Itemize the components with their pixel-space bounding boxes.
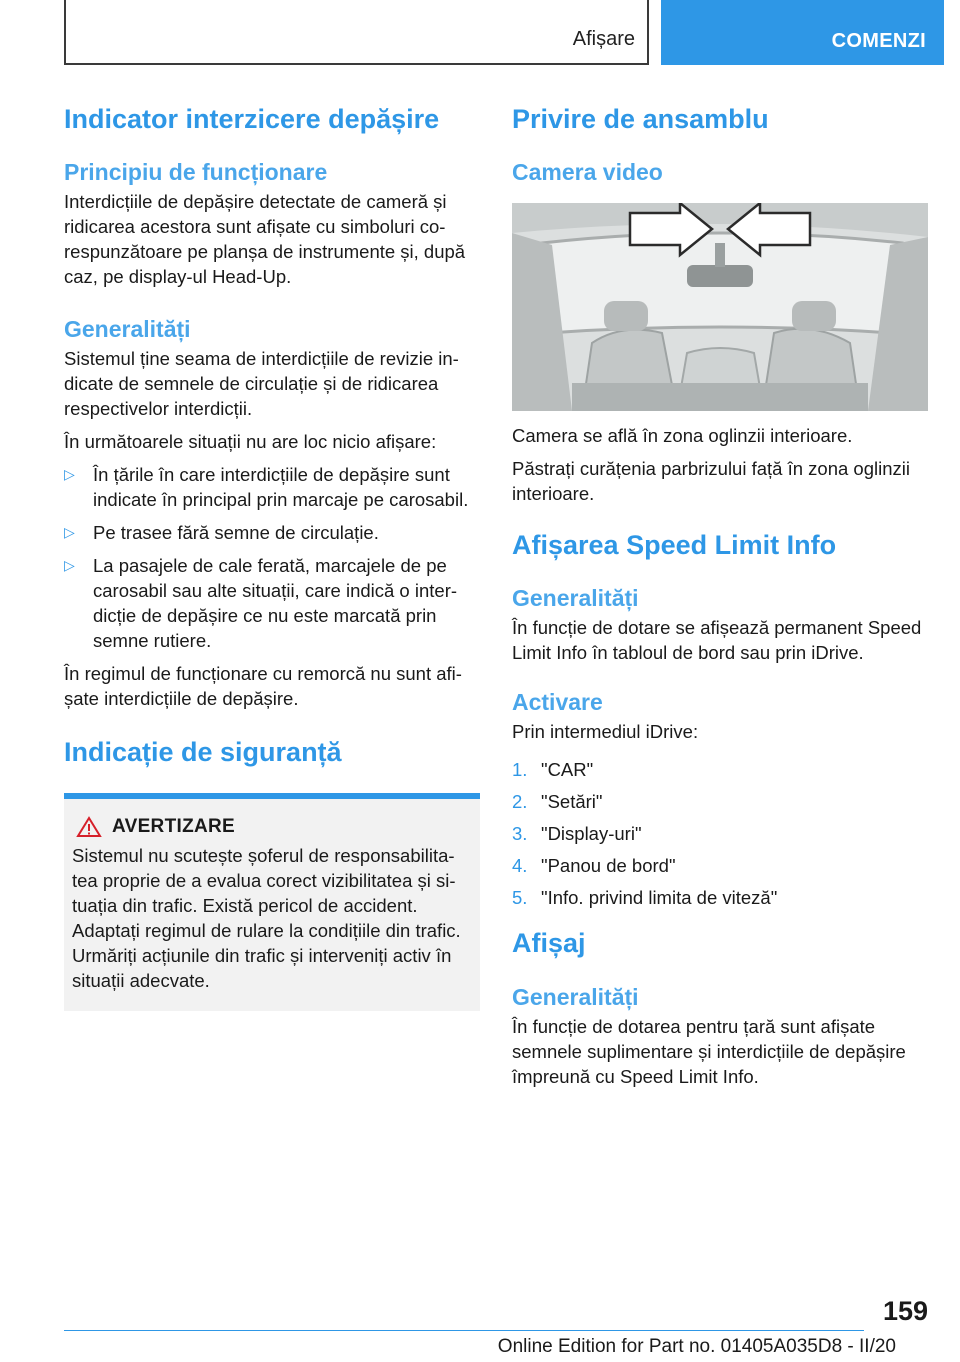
heading-general: Generalități [64,316,191,342]
heading-display-general: Generalități [512,984,639,1010]
paragraph-situations: În următoarele situații nu are loc nicio afișare: [64,431,437,452]
triangle-bullet-icon: ▷ [64,524,75,540]
list-item: ▷ În țările în care interdicțiile de depășire sunt indicate în principal prin marcaje pe carosabil. [64,464,469,510]
section-title-overtaking: Indicator interzicere depășire [64,104,440,134]
list-item: 2. "Setări" [512,791,603,812]
heading-activation: Activare [512,689,603,715]
list-item: 4. "Panou de bord" [512,855,676,876]
situations-list [64,462,480,653]
warning-box [64,793,480,1011]
header-section-label: Afișare [572,28,635,50]
section-title-overview: Privire de ansamblu [512,104,769,134]
header-chapter-tab [661,0,944,65]
header-chapter-label: COMENZI [831,30,926,52]
paragraph-display: În funcție de dotarea pentru țară sunt afișate semnele suplimentare și interdicțiile de depășire împreună cu Speed Limit Info. [512,1016,906,1087]
heading-sli-general: Generalități [512,585,639,611]
footer-edition: Online Edition for Part no. 01405A035D8 - II/20 [497,1336,896,1357]
paragraph-general: Sistemul ține seama de interdicțiile de revizie in-dicate de semnele de circulație și de ridicarea respectivelor interdicții. [64,348,459,419]
list-item: ▷ Pe trasee fără semne de circulație. [64,522,379,543]
triangle-bullet-icon: ▷ [64,466,75,482]
list-item: ▷ La pasajele de cale ferată, marcajele de pe carosabil sau alte situații, care indică o inter-dicție de depășire ce nu este marcată prin semne rutiere. [64,555,458,651]
list-item: 5. "Info. privind limita de viteză" [512,887,778,908]
heading-principle: Principiu de funcționare [64,159,328,185]
warning-triangle-icon [72,815,108,839]
warning-title: AVERTIZARE [112,816,235,837]
paragraph-camera-clean: Păstrați curățenia parbrizului față în zona oglinzii interioare. [512,458,910,504]
warning-header [72,815,472,839]
paragraph-principle: Interdicțiile de depășire detectate de cameră și ridicarea acestora sunt afișate cu simboluri co-respunzătoare pe planșa de instrumente și, după caz, pe display-ul Head-Up. [64,191,466,287]
section-title-display: Afișaj [512,928,586,958]
left-column [64,102,480,1011]
right-column [512,102,928,1089]
activation-steps [512,757,928,910]
footer-rule [64,1330,864,1331]
triangle-bullet-icon: ▷ [64,557,75,573]
paragraph-activation: Prin intermediul iDrive: [512,721,699,742]
section-title-speed-limit: Afișarea Speed Limit Info [512,530,837,560]
warning-text: Sistemul nu scutește șoferul de responsabilita-tea proprie de a evalua corect vizibilitatea și si-tuația din trafic. Există pericol de accident. Adaptați regimul de rulare la condițiile din trafic. Urmăriți acțiunile din trafic și interveniți activ în situații adecvate. [72,845,461,991]
header-section-tab [64,0,649,65]
paragraph-sli-general: În funcție de dotare se afișează permanent Speed Limit Info în tabloul de bord sau prin iDrive. [512,617,922,663]
paragraph-trailer: În regimul de funcționare cu remorcă nu sunt afi-șate interdicțiile de depășire. [64,663,462,709]
list-item: 3. "Display-uri" [512,823,642,844]
camera-location-image [512,203,928,411]
section-title-safety: Indicație de siguranță [64,737,342,767]
paragraph-camera-location: Camera se află în zona oglinzii interioare. [512,425,853,446]
heading-camera: Camera video [512,159,663,185]
list-item: 1. "CAR" [512,759,594,780]
page-number: 159 [882,1296,928,1326]
